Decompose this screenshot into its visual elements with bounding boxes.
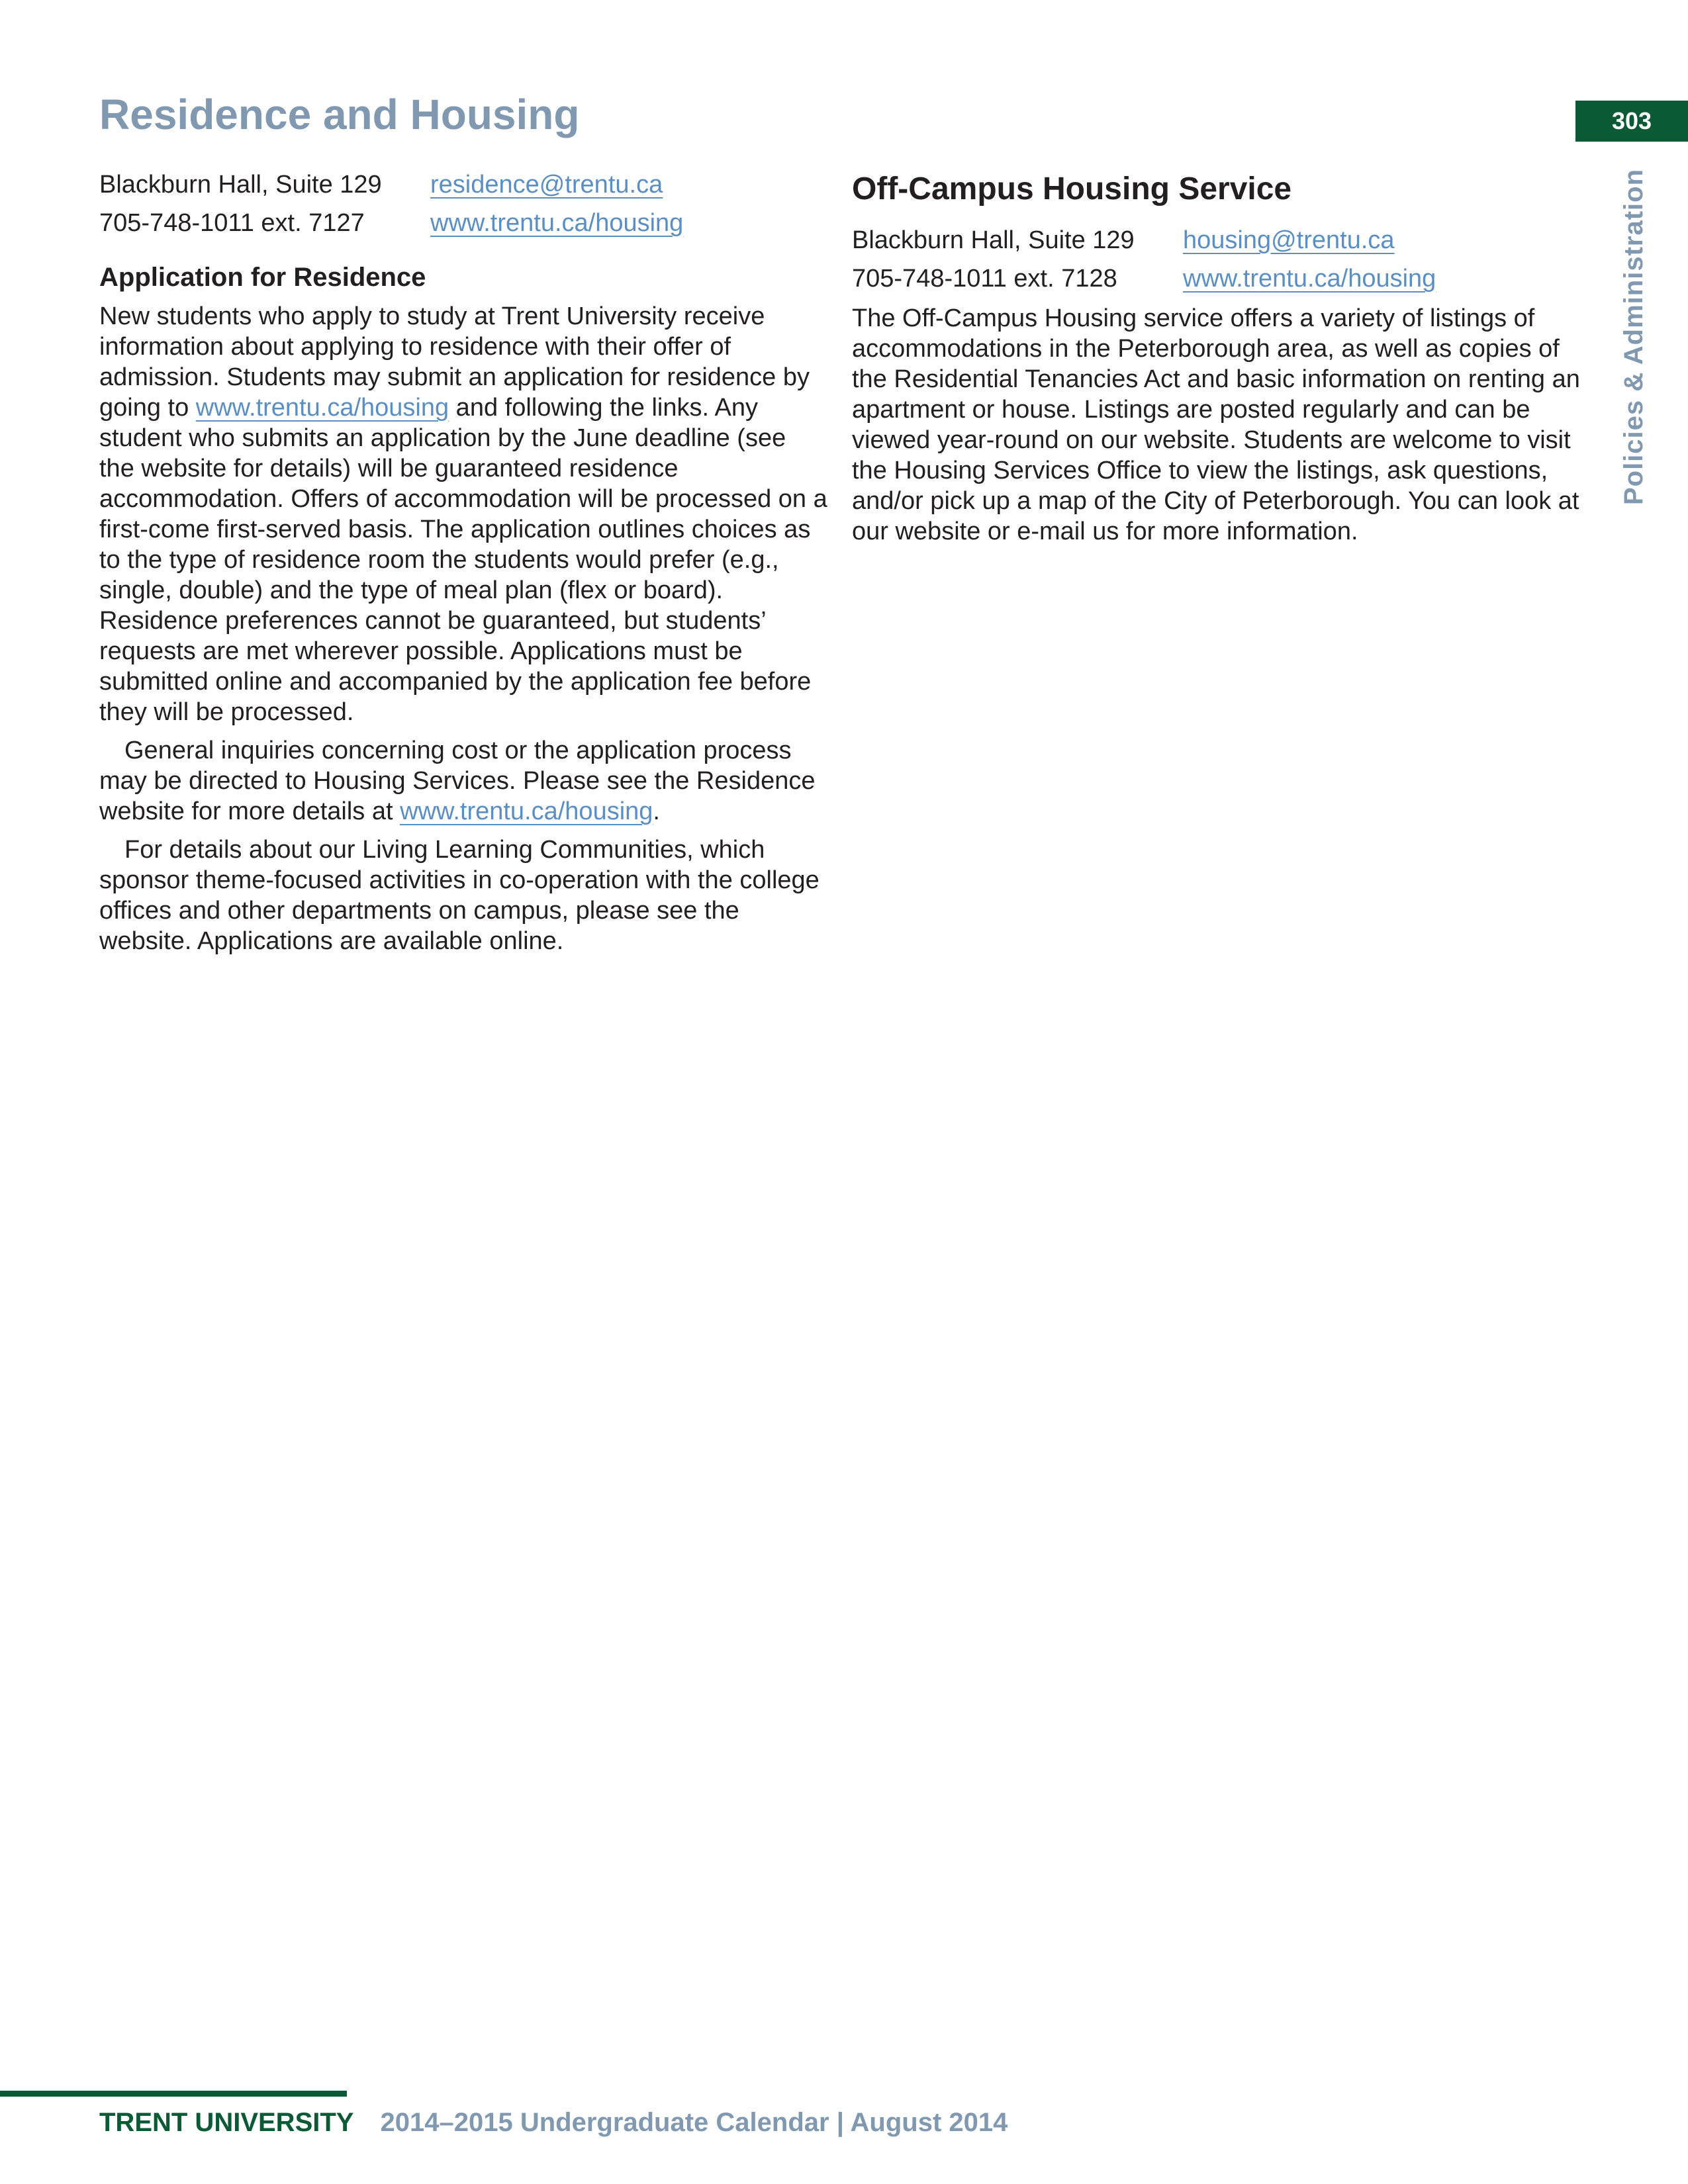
paragraph	[99, 735, 827, 827]
text-run: .	[653, 797, 660, 825]
application-section-heading: Application for Residence	[99, 263, 426, 292]
paragraph: The Off-Campus Housing service offers a variety of listings of accommodations in the Peterborough area, as well as copies of the Residential Tenancies Act and basic information on renting an apartment or house. Listings are posted regularly and can be viewed year-round on our website. Students are welcome to visit the Housing Services Office to view the listings, ask questions, and/or pick up a map of the City of Peterborough. You can look at our website or e-mail us for more information.	[852, 304, 1580, 545]
residence-body-text	[99, 301, 827, 956]
paragraph	[99, 301, 827, 727]
page-title: Residence and Housing	[99, 91, 580, 138]
housing-email-link[interactable]: housing@trentu.ca	[1183, 226, 1395, 254]
residence-email-link[interactable]: residence@trentu.ca	[430, 171, 663, 199]
paragraph: For details about our Living Learning Communities, which sponsor theme-focused activities in co-operation with the college offices and other departments on campus, please see the website. Applications are available online.	[99, 836, 820, 955]
footer-university: TRENT UNIVERSITY	[99, 2108, 354, 2137]
residence-contact-block	[99, 165, 827, 242]
footer-calendar: 2014–2015 Undergraduate Calendar | August 2014	[380, 2108, 1008, 2137]
off-campus-phone: 705-748-1011 ext. 7128	[852, 265, 1117, 293]
residence-phone: 705-748-1011 ext. 7127	[99, 209, 365, 237]
section-side-tab: Policies & Administration	[1619, 169, 1648, 506]
residence-website-link[interactable]: www.trentu.ca/housing	[430, 209, 684, 237]
text-run: New students who apply to study at Trent University receive information about applying to residence with their offer of admission. Students may submit an application for residence by going to	[99, 302, 810, 422]
residence-website-link-inline[interactable]: www.trentu.ca/housing	[400, 797, 653, 825]
off-campus-website-link[interactable]: www.trentu.ca/housing	[1183, 265, 1436, 293]
contact-row	[99, 204, 827, 242]
off-campus-section-heading: Off-Campus Housing Service	[852, 171, 1292, 206]
off-campus-location: Blackburn Hall, Suite 129	[852, 226, 1135, 254]
page-number-badge: 303	[1575, 101, 1688, 142]
off-campus-contact-block	[852, 221, 1580, 298]
contact-row	[852, 221, 1580, 259]
contact-row	[852, 259, 1580, 298]
footer-rule	[0, 2091, 347, 2097]
housing-website-link[interactable]: www.trentu.ca/housing	[195, 394, 449, 422]
residence-location: Blackburn Hall, Suite 129	[99, 171, 382, 199]
page-footer	[99, 2108, 1008, 2138]
off-campus-body-text	[852, 303, 1580, 547]
text-run: and following the links. Any student who submits an application by the June deadline (see the website for details) will be guaranteed residence accommodation. Offers of accommodation will be processed on a first-come first-served basis. The application outlines choices as to the type of residence room the students would prefer (e.g., single, double) and the type of meal plan (flex or board). Residence preferences cannot be guaranteed, but students’ requests are met wherever possible. Applications must be submitted online and accompanied by the application fee before they will be processed.	[99, 394, 827, 726]
text-run: General inquiries concerning cost or the application process may be directed to Housing Services. Please see the Residence website for more details at	[99, 737, 816, 825]
contact-row	[99, 165, 827, 204]
